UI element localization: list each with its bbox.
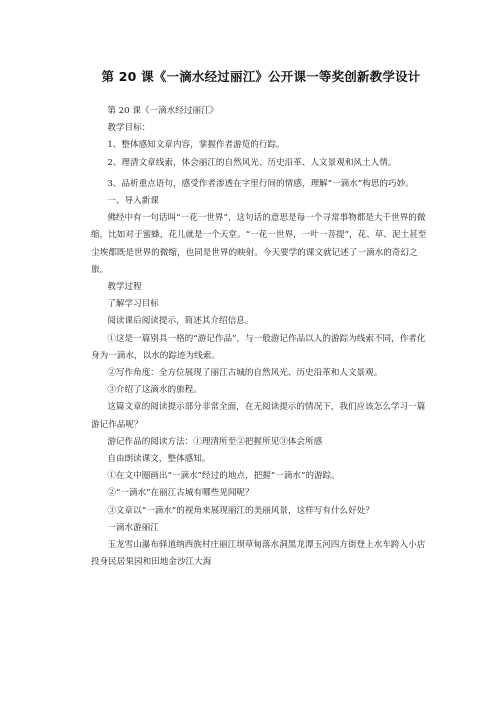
- section-heading-process: 教学过程: [107, 282, 142, 293]
- route-paragraph: 玉龙雪山瀑布驿道纳西族村庄丽江坝草甸落水洞黑龙潭玉河四方街登上水车跨入小店投身民居果园和田地金沙江大海: [91, 540, 426, 568]
- intro-paragraph: 佛经中有一句话叫“一花一世界”，这句话的意思是每一个寻常事物都是大千世界的微缩，比如对于蜜蜂，花儿就是一个天堂。“一花一世界，一叶一菩提”，花、草、泥土甚至尘埃都既是世界的微缩，也同是世界的映射。今天要学的课文就记述了一滴水的奇幻之旅。: [91, 213, 427, 275]
- document-body: [91, 103, 431, 571]
- goal-item: 1、整体感知文章内容，掌握作者游览的行踪。: [107, 140, 285, 151]
- paragraph: 自由朗读课文，整体感知。: [107, 454, 211, 465]
- list-item: ①在文中圈画出“一滴水”经过的地点，把握“一滴水”的游踪。: [107, 471, 340, 482]
- paragraph: 阅读课后阅读提示，简述其介绍信息。: [107, 316, 254, 327]
- list-item: ②写作角度：全方位展现了丽江古城的自然风光、历史沿革和人文景观。: [107, 368, 383, 379]
- goal-item: 2、理清文章线索，体会丽江的自然风光、历史沿革、人文景观和风土人情。: [107, 157, 397, 168]
- paragraph: 这篇文章的阅读提示部分非常全面，在无阅读提示的情况下，我们应该怎么学习一篇游记作品呢？: [91, 402, 426, 430]
- list-item: ③文章以“一滴水”的视角来展现丽江的美丽风景，这样写有什么好处？: [107, 505, 374, 516]
- subheading: 一滴水游丽江: [107, 522, 159, 533]
- document-title: 第 20 课《一滴水经过丽江》公开课一等奖创新教学设计: [101, 69, 421, 84]
- subheading: 了解学习目标: [107, 299, 159, 310]
- section-heading-intro: 一、导入新课: [107, 196, 159, 207]
- list-item: ①这是一篇别具一格的“游记作品”，与一般游记作品以人的游踪为线索不同，作者化身为一滴水，以水的踪迹为线索。: [91, 333, 426, 361]
- goal-item: 3、品析重点语句，感受作者渗透在字里行间的情感，理解“一滴水”构思的巧妙。: [107, 178, 414, 189]
- list-item: ③介绍了这滴水的旅程。: [107, 385, 202, 396]
- lesson-heading: 第 20 课《一滴水经过丽江》: [107, 106, 219, 116]
- list-item: ②“一滴水”在丽江古城有哪些见闻呢？: [107, 488, 254, 499]
- section-heading-goals: 教学目标：: [107, 123, 151, 134]
- paragraph: 游记作品的阅读方法：①理清所至②把握所见③体会所感: [107, 436, 323, 447]
